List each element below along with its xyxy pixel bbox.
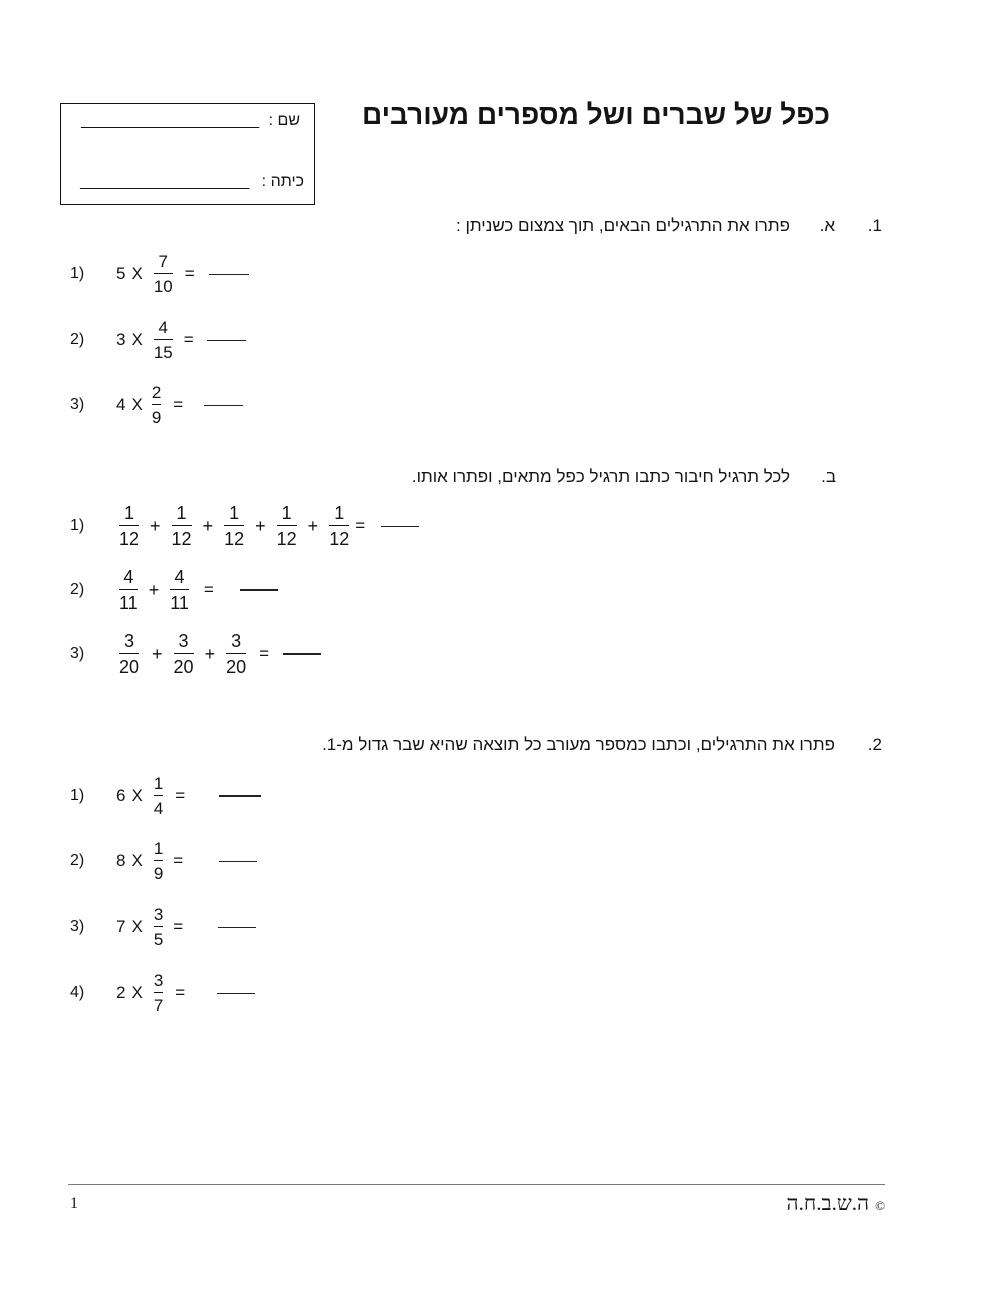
class-label: כיתה : xyxy=(261,173,304,190)
fraction xyxy=(153,906,164,948)
answer-blank[interactable] xyxy=(217,993,255,994)
part-b-letter: ב. xyxy=(821,467,836,486)
fraction xyxy=(171,504,193,548)
multiply-sign: X xyxy=(131,264,143,283)
part-b-instruction: לכל תרגיל חיבור כתבו תרגיל כפל מתאים, ופתרו אותו. xyxy=(411,467,790,486)
equals-sign: = xyxy=(183,330,194,349)
equals-sign: = xyxy=(203,580,214,599)
numerator: 3 xyxy=(153,904,164,924)
whole-number: 4 xyxy=(116,395,126,414)
denominator: 12 xyxy=(224,529,245,550)
numerator: 1 xyxy=(153,838,164,858)
multiply-sign: X xyxy=(131,330,143,349)
plus-sign: + xyxy=(148,579,160,600)
exercise-label: 1) xyxy=(70,517,85,534)
denominator: 9 xyxy=(153,864,164,884)
exercise-label: 3) xyxy=(70,645,85,662)
exercise-label: 1) xyxy=(70,265,85,282)
fraction xyxy=(225,632,247,676)
numerator: 4 xyxy=(158,317,168,337)
denominator: 12 xyxy=(276,529,297,550)
fraction xyxy=(153,775,164,817)
exercise-label: 4) xyxy=(70,984,85,1001)
equals-sign: = xyxy=(184,264,195,283)
worksheet-title: כפל של שברים ושל מספרים מעורבים xyxy=(361,99,830,130)
numerator: 7 xyxy=(158,251,168,271)
numerator: 3 xyxy=(231,630,242,651)
question-2-exercise-2 xyxy=(70,838,257,884)
answer-blank[interactable] xyxy=(218,927,256,928)
part-a-exercise-2 xyxy=(70,317,246,363)
name-row xyxy=(81,112,300,130)
denominator: 15 xyxy=(153,343,173,363)
numerator: 1 xyxy=(334,502,345,523)
plus-sign: + xyxy=(202,515,214,536)
part-b-exercise-1 xyxy=(70,503,419,549)
answer-blank[interactable] xyxy=(240,589,278,591)
exercise-label: 2) xyxy=(70,331,85,348)
whole-number: 2 xyxy=(116,983,126,1002)
question-2-instruction: פתרו את התרגילים, וכתבו כמספר מעורב כל תוצאה שהיא שבר גדול מ-1. xyxy=(322,735,835,754)
name-label: שם : xyxy=(268,112,300,129)
fraction xyxy=(153,253,174,295)
equals-sign: = xyxy=(175,983,186,1002)
whole-number: 6 xyxy=(116,786,126,805)
fraction xyxy=(151,384,162,426)
numerator: 4 xyxy=(123,566,134,587)
denominator: 20 xyxy=(173,657,194,678)
denominator: 12 xyxy=(171,529,192,550)
plus-sign: + xyxy=(255,515,266,536)
fraction xyxy=(118,504,140,548)
numerator: 1 xyxy=(176,502,187,523)
part-a-exercise-3 xyxy=(70,382,243,428)
fraction xyxy=(276,504,298,548)
multiply-sign: X xyxy=(131,395,143,414)
whole-number: 3 xyxy=(116,330,126,349)
equals-sign: = xyxy=(175,786,186,805)
fraction xyxy=(153,319,174,361)
copyright xyxy=(787,1191,885,1216)
copyright-owner: ה.ש.ב.ח.ה xyxy=(786,1191,870,1215)
numerator: 1 xyxy=(281,502,292,523)
exercise-label: 2) xyxy=(70,852,85,869)
equals-sign: = xyxy=(173,917,184,936)
numerator: 1 xyxy=(229,502,240,523)
fraction xyxy=(153,840,164,882)
numerator: 3 xyxy=(124,630,135,651)
plus-sign: + xyxy=(152,643,163,664)
part-a-instruction: פתרו את התרגילים הבאים, תוך צמצום כשניתן : xyxy=(456,216,790,235)
denominator: 11 xyxy=(170,593,189,614)
numerator: 1 xyxy=(153,773,164,793)
page-number: 1 xyxy=(70,1195,78,1212)
denominator: 12 xyxy=(119,529,140,550)
copyright-icon: © xyxy=(875,1198,885,1213)
fraction xyxy=(173,632,195,676)
part-a-letter: א. xyxy=(819,216,835,235)
numerator: 3 xyxy=(178,630,189,651)
question-2-exercise-3 xyxy=(70,904,256,950)
denominator: 9 xyxy=(151,408,162,428)
denominator: 11 xyxy=(119,593,138,614)
question-1-number: 1. xyxy=(867,216,882,235)
exercise-label: 3) xyxy=(70,918,85,935)
equals-sign: = xyxy=(259,644,270,663)
part-b-exercise-2 xyxy=(70,567,278,613)
answer-blank[interactable] xyxy=(219,795,261,797)
fraction xyxy=(153,972,164,1014)
class-blank: ___________________ xyxy=(80,173,250,190)
denominator: 12 xyxy=(329,529,350,550)
answer-blank[interactable] xyxy=(219,861,257,862)
answer-blank[interactable] xyxy=(204,405,243,406)
multiply-sign: X xyxy=(131,851,143,870)
numerator: 3 xyxy=(153,970,164,990)
equals-sign: = xyxy=(173,395,184,414)
footer-divider xyxy=(68,1184,885,1185)
equals-sign: = xyxy=(173,851,184,870)
whole-number: 5 xyxy=(116,264,126,283)
denominator: 20 xyxy=(226,657,247,678)
equals-sign: = xyxy=(355,516,366,535)
denominator: 4 xyxy=(153,799,164,819)
fraction xyxy=(118,632,140,676)
denominator: 5 xyxy=(153,930,164,950)
part-a-exercise-1 xyxy=(70,251,249,297)
question-2-exercise-4 xyxy=(70,970,255,1016)
fraction xyxy=(223,504,245,548)
denominator: 10 xyxy=(153,277,173,297)
denominator: 20 xyxy=(119,657,140,678)
whole-number: 8 xyxy=(116,851,126,870)
answer-blank[interactable] xyxy=(207,340,246,341)
numerator: 1 xyxy=(124,502,135,523)
plus-sign: + xyxy=(204,643,216,664)
exercise-label: 2) xyxy=(70,581,85,598)
fraction xyxy=(118,568,139,612)
multiply-sign: X xyxy=(131,983,143,1002)
plus-sign: + xyxy=(150,515,161,536)
answer-blank[interactable] xyxy=(209,274,249,275)
class-row xyxy=(80,173,304,191)
answer-blank[interactable] xyxy=(283,653,321,655)
whole-number: 7 xyxy=(116,917,126,936)
exercise-label: 3) xyxy=(70,396,85,413)
plus-sign: + xyxy=(307,515,319,536)
fraction xyxy=(328,504,350,548)
numerator: 2 xyxy=(151,382,162,402)
question-2-number: 2. xyxy=(867,735,882,754)
answer-blank[interactable] xyxy=(381,526,419,527)
part-b-exercise-3 xyxy=(70,631,321,677)
question-2-exercise-1 xyxy=(70,773,261,819)
fraction xyxy=(169,568,190,612)
multiply-sign: X xyxy=(131,786,143,805)
student-info-box xyxy=(60,103,315,205)
exercise-label: 1) xyxy=(70,787,85,804)
name-blank: ____________________ xyxy=(81,112,260,129)
multiply-sign: X xyxy=(131,917,143,936)
denominator: 7 xyxy=(153,996,164,1016)
numerator: 4 xyxy=(174,566,185,587)
